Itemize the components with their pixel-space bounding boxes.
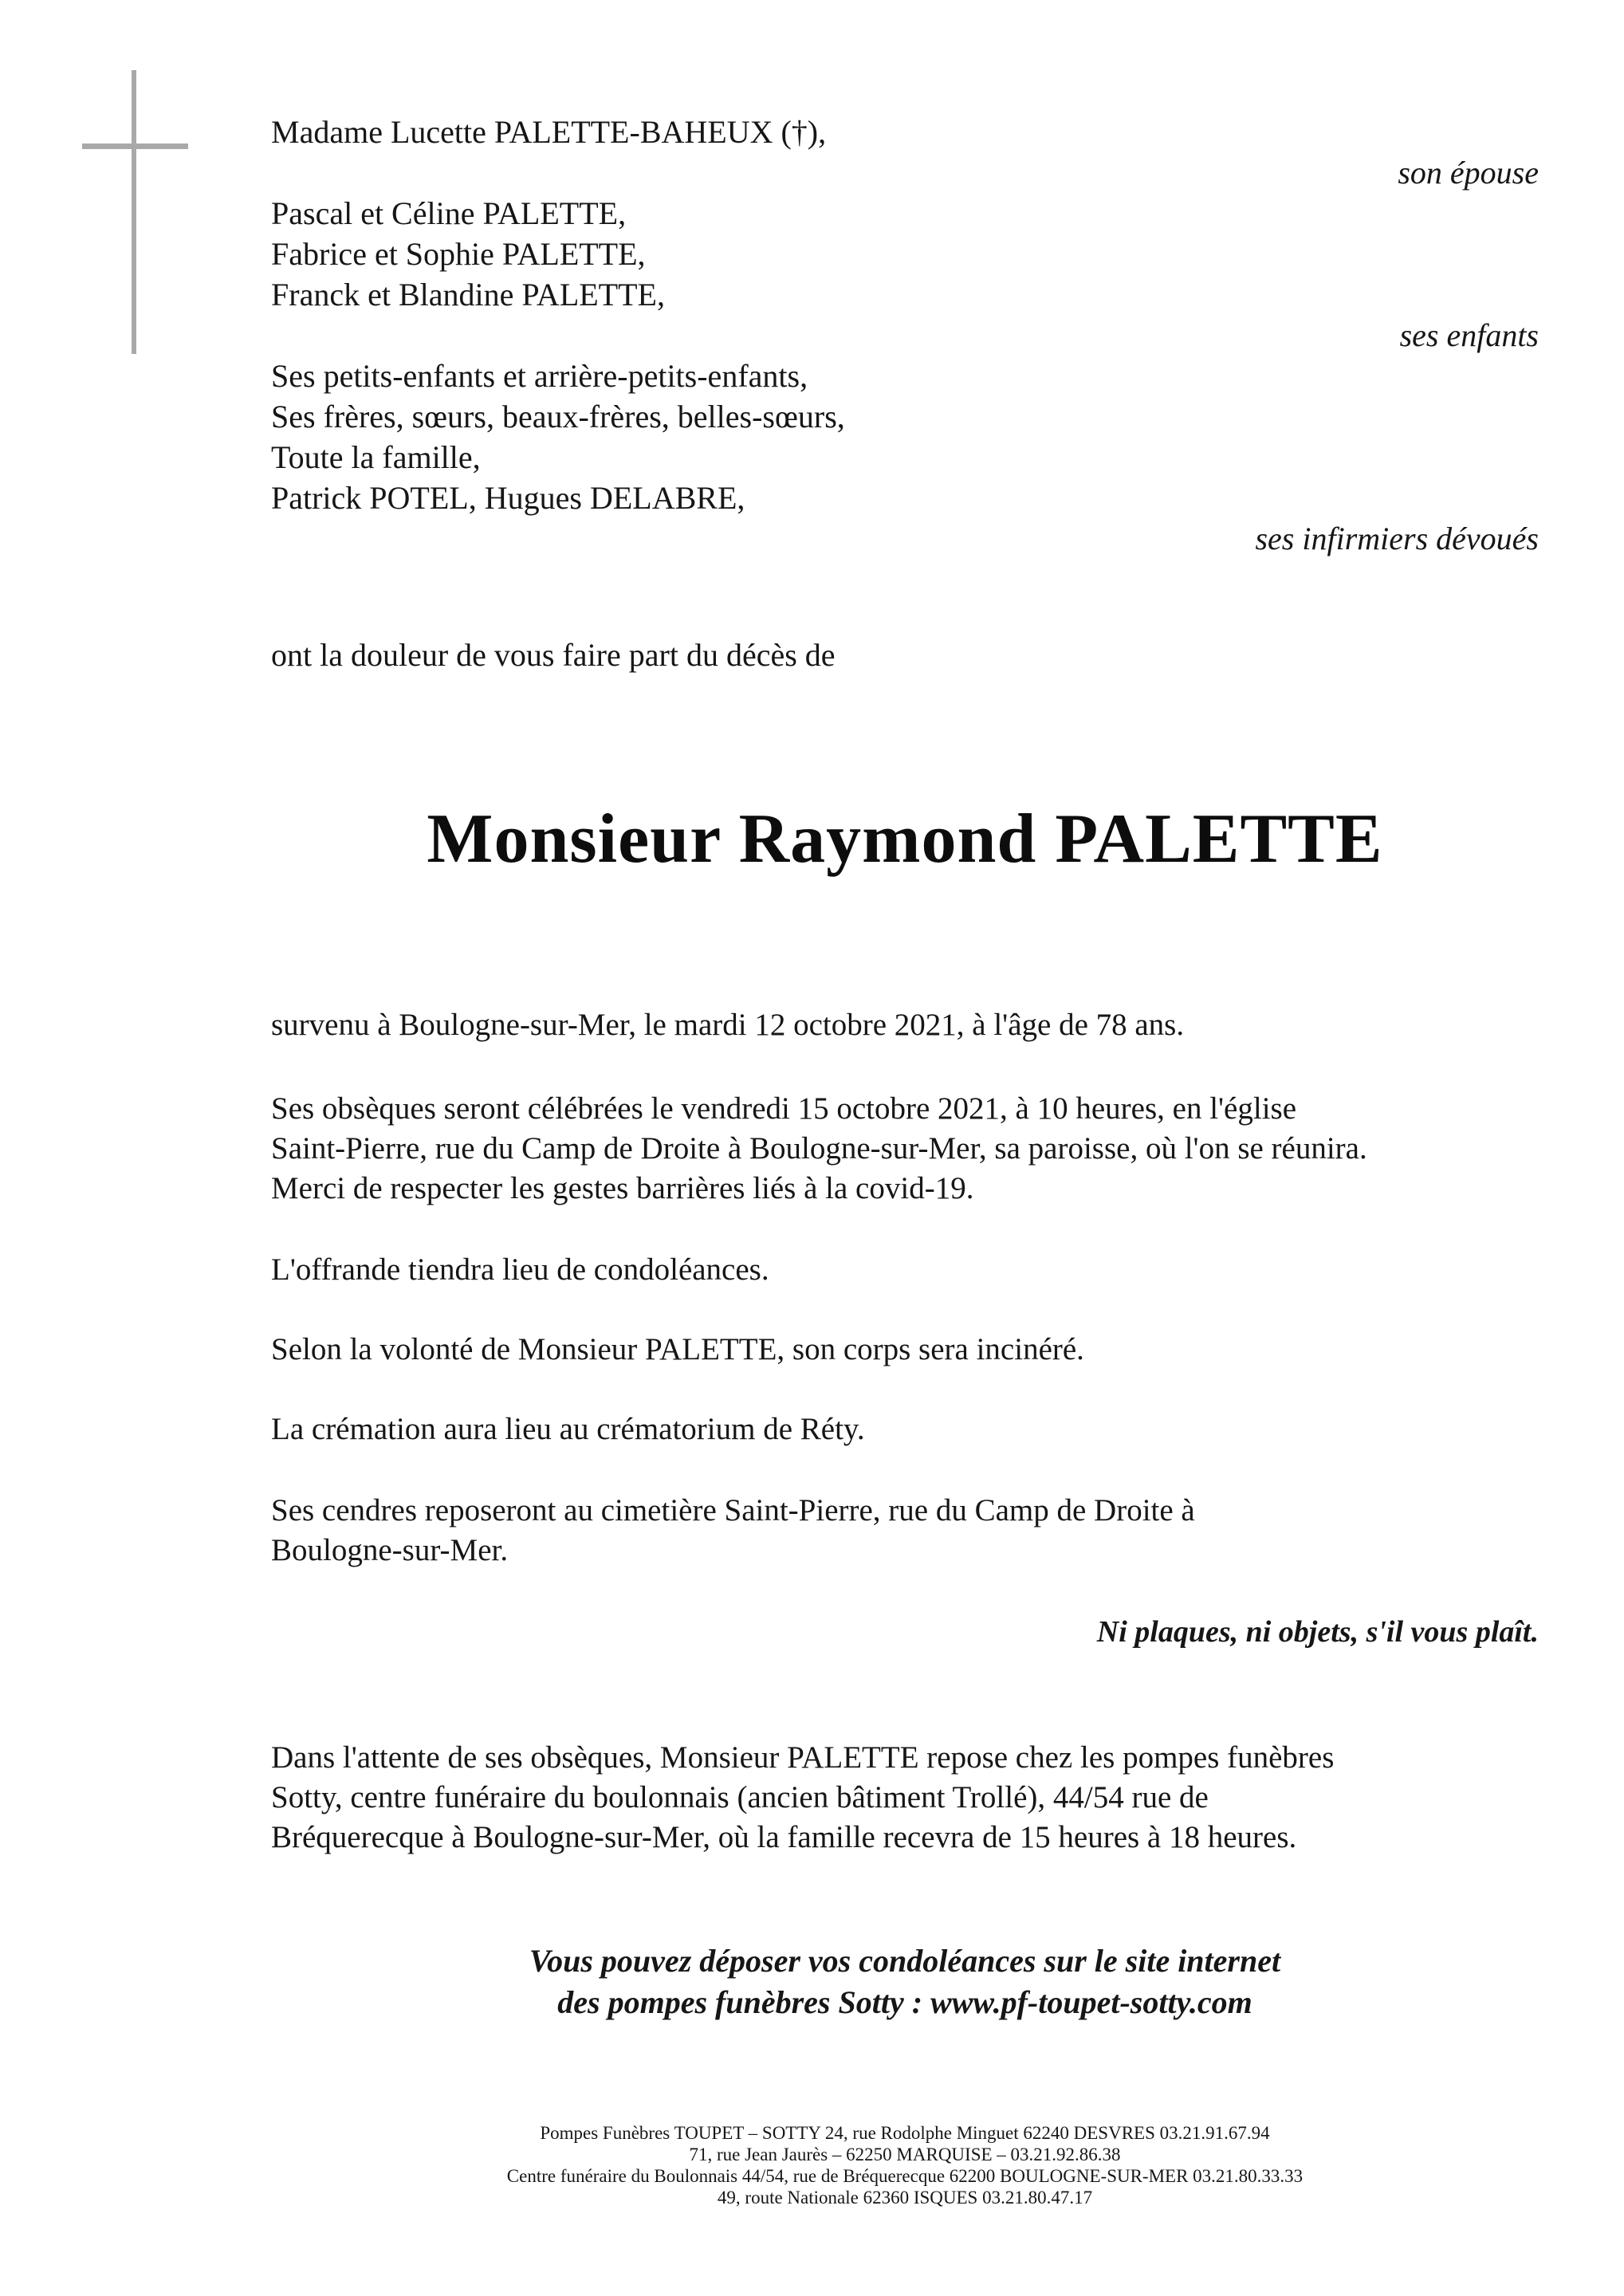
paragraph-death-notice — [271, 1005, 1539, 1045]
paragraph-line: Ses obsèques seront célébrées le vendredi 15 octobre 2021, à 10 heures, en l'église — [271, 1091, 1297, 1126]
paragraph-offering — [271, 1250, 1539, 1290]
intro-line: ont la douleur de vous faire part du décès de — [271, 637, 836, 673]
paragraph-repose — [271, 1738, 1539, 1858]
footer-line: Pompes Funèbres TOUPET – SOTTY 24, rue Rodolphe Minguet 62240 DESVRES 03.21.91.67.94 — [540, 2123, 1270, 2143]
cross-vertical-bar — [132, 70, 136, 354]
paragraph-line: Sotty, centre funéraire du boulonnais (ancien bâtiment Trollé), 44/54 rue de — [271, 1780, 1209, 1814]
announcer-line-child: Pascal et Céline PALETTE, — [271, 195, 627, 231]
relation-label-nurses: ses infirmiers dévoués — [1255, 521, 1539, 556]
paragraph-funeral-service — [271, 1089, 1539, 1209]
paragraph-line: Selon la volonté de Monsieur PALETTE, son corps sera incinéré. — [271, 1332, 1084, 1366]
plea-line: Ni plaques, ni objets, s'il vous plaît. — [1096, 1615, 1539, 1649]
paragraph-line: Merci de respecter les gestes barrières liés à la covid-19. — [271, 1171, 974, 1205]
paragraph-cremation-place — [271, 1409, 1539, 1449]
relation-label-spouse: son épouse — [1398, 155, 1539, 191]
paragraph-cremation-wish — [271, 1330, 1539, 1370]
footer-line: Centre funéraire du Boulonnais 44/54, rue de Bréquerecque 62200 BOULOGNE-SUR-MER 03.21.80.33.33 — [506, 2166, 1304, 2186]
paragraph-line: Saint-Pierre, rue du Camp de Droite à Boulogne-sur-Mer, sa paroisse, où l'on se réunira. — [271, 1131, 1367, 1166]
paragraph-line: survenu à Boulogne-sur-Mer, le mardi 12 octobre 2021, à l'âge de 78 ans. — [271, 1008, 1185, 1042]
announcer-line-family: Toute la famille, — [271, 439, 481, 475]
announcer-line-family: Patrick POTEL, Hugues DELABRE, — [271, 480, 745, 516]
announcer-line-spouse: Madame Lucette PALETTE-BAHEUX (†), — [271, 114, 827, 150]
condolence-note — [271, 1940, 1539, 2023]
announcer-line-family: Ses frères, sœurs, beaux-frères, belles-sœurs, — [271, 399, 845, 434]
paragraph-line: Bréquerecque à Boulogne-sur-Mer, où la famille recevra de 15 heures à 18 heures. — [271, 1820, 1297, 1854]
funeral-home-footer — [271, 2122, 1539, 2208]
paragraph-line: Dans l'attente de ses obsèques, Monsieur PALETTE repose chez les pompes funèbres — [271, 1740, 1335, 1775]
announcer-line-family: Ses petits-enfants et arrière-petits-enfants, — [271, 358, 808, 394]
paragraph-line: Boulogne-sur-Mer. — [271, 1533, 509, 1567]
footer-line: 71, rue Jean Jaurès – 62250 MARQUISE – 03.21.92.86.38 — [689, 2145, 1121, 2164]
paragraph-line: L'offrande tiendra lieu de condoléances. — [271, 1252, 769, 1287]
deceased-name-title: Monsieur Raymond PALETTE — [427, 800, 1383, 878]
relation-label-children: ses enfants — [1399, 317, 1539, 353]
condolence-note-line: Vous pouvez déposer vos condoléances sur le site internet — [529, 1943, 1281, 1979]
cross-horizontal-bar — [82, 144, 188, 149]
paragraph-ashes — [271, 1491, 1539, 1571]
footer-line: 49, route Nationale 62360 ISQUES 03.21.80.47.17 — [717, 2188, 1093, 2208]
announcer-line-child: Franck et Blandine PALETTE, — [271, 277, 665, 313]
paragraph-line: La crémation aura lieu au crématorium de Réty. — [271, 1412, 865, 1446]
announcement-body — [271, 112, 1539, 2023]
announcer-line-child: Fabrice et Sophie PALETTE, — [271, 236, 646, 272]
paragraph-line: Ses cendres reposeront au cimetière Saint-Pierre, rue du Camp de Droite à — [271, 1493, 1195, 1527]
condolence-note-line: des pompes funèbres Sotty : www.pf-toupet-sotty.com — [557, 1984, 1252, 2020]
